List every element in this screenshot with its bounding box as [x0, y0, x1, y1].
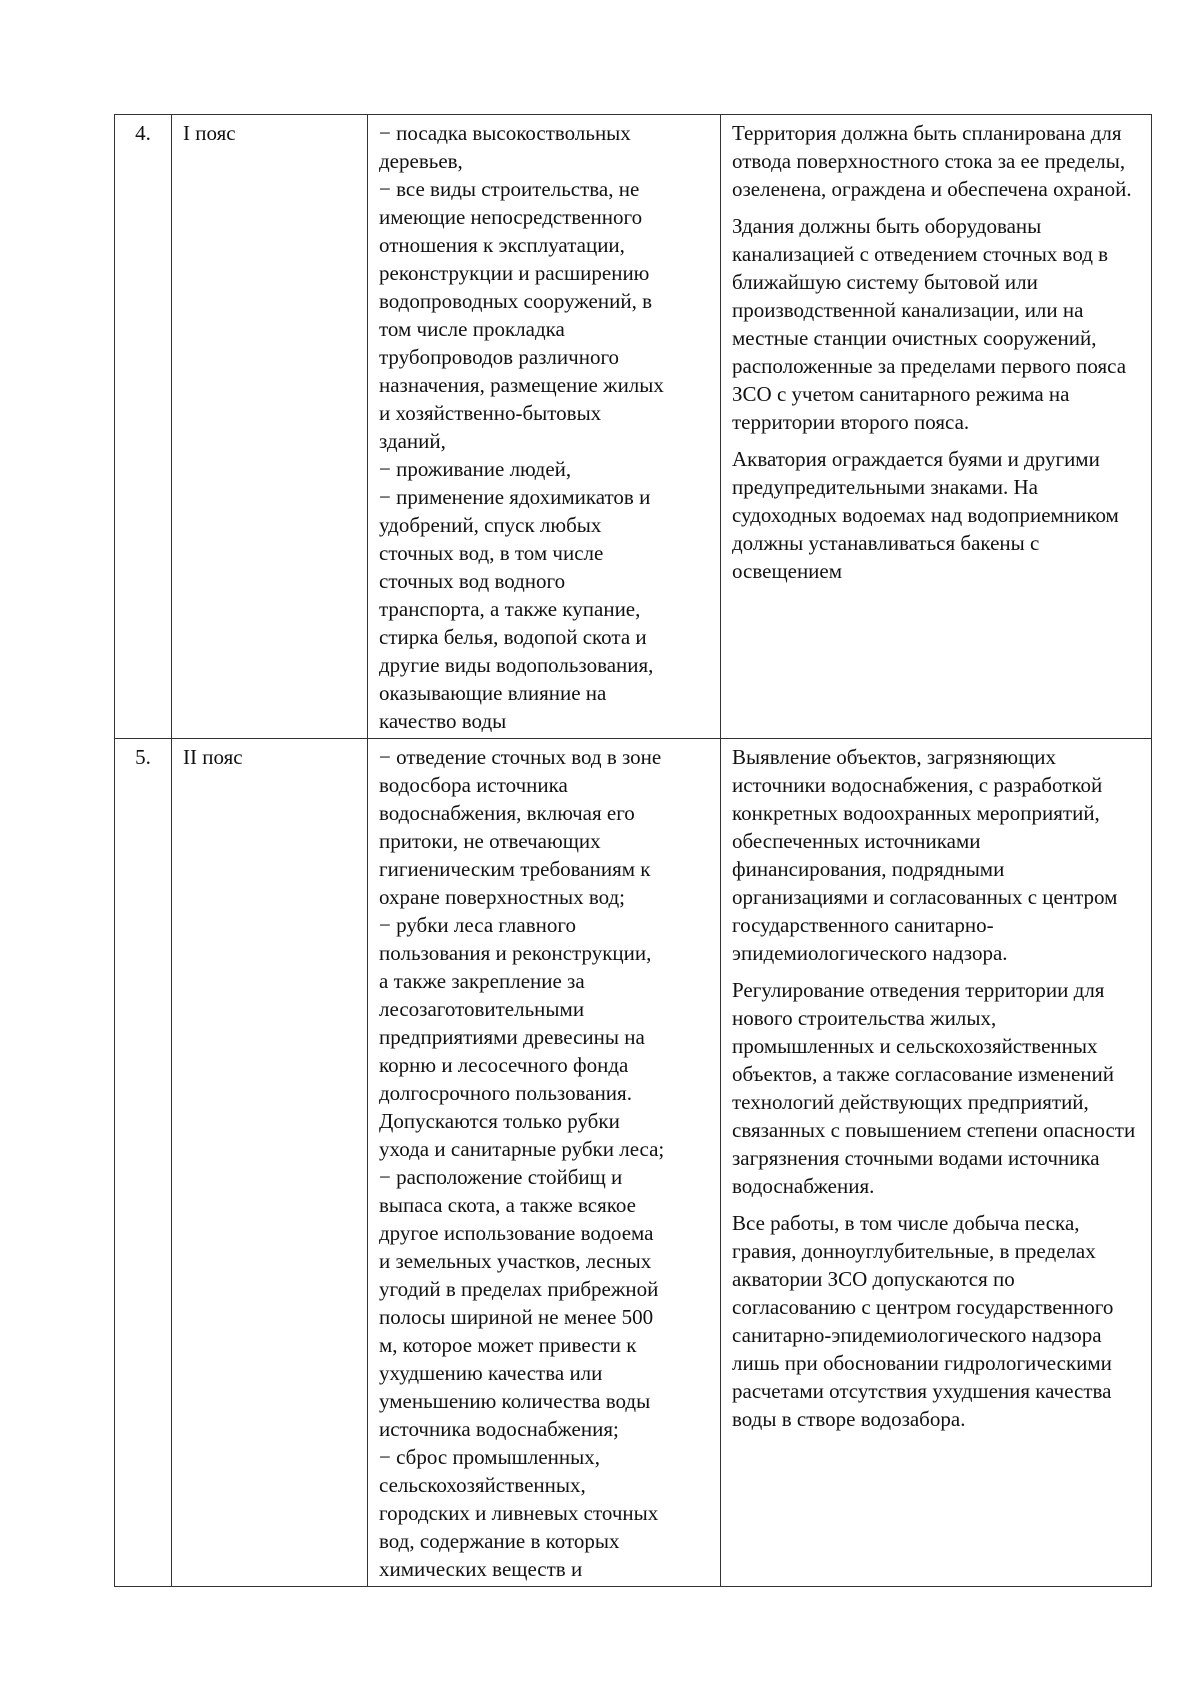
table-row: [115, 739, 1152, 1587]
restriction-line: − отведение сточных вод в зоне: [379, 745, 662, 769]
zone-cell: II пояс: [172, 739, 368, 1587]
restriction-line: деревьев,: [379, 149, 463, 173]
restriction-line: химических веществ и: [379, 1557, 583, 1581]
table-body: [115, 115, 1152, 1587]
zone-cell: I пояс: [172, 115, 368, 739]
restriction-line: полосы шириной не менее 500: [379, 1305, 654, 1329]
restrictions-cell: [368, 739, 721, 1587]
restriction-line: стирка белья, водопой скота и: [379, 625, 647, 649]
restriction-line: долгосрочного пользования.: [379, 1081, 632, 1105]
restriction-line: вод, содержание в которых: [379, 1529, 620, 1553]
restriction-line: − сброс промышленных,: [379, 1445, 600, 1469]
restriction-line: уменьшению количества воды: [379, 1389, 651, 1413]
restriction-line: сельскохозяйственных,: [379, 1473, 586, 1497]
measure-paragraph: Регулирование отведения территории для нового строительства жилых, промышленных и сельскохозяйственных объектов, а также согласование изменений технологий действующих предприятий, связанных с повышением степени опасности загрязнения сточными водами источника водоснабжения.: [732, 978, 1136, 1198]
restriction-line: трубопроводов различного: [379, 345, 620, 369]
restriction-line: городских и ливневых сточных: [379, 1501, 659, 1525]
measure-paragraph: Здания должны быть оборудованы канализацией с отведением сточных вод в ближайшую систему бытовой или производственной канализации, или на местные станции очистных сооружений, расположенные за пределами первого пояса ЗСО с учетом санитарного режима на территории второго пояса.: [732, 214, 1127, 434]
restriction-line: том числе прокладка: [379, 317, 565, 341]
restriction-line: − все виды строительства, не: [379, 177, 640, 201]
restriction-line: назначения, размещение жилых: [379, 373, 664, 397]
restriction-line: − проживание людей,: [379, 457, 572, 481]
restriction-line: притоки, не отвечающих: [379, 829, 601, 853]
restriction-line: ухода и санитарные рубки леса;: [379, 1137, 665, 1161]
restriction-line: сточных вод, в том числе: [379, 541, 604, 565]
restriction-line: водосбора источника: [379, 773, 568, 797]
restriction-line: − посадка высокоствольных: [379, 121, 631, 145]
restriction-line: выпаса скота, а также всякое: [379, 1193, 636, 1217]
measure-paragraph: Все работы, в том числе добыча песка, гравия, донноуглубительные, в пределах акватории ЗСО допускаются по согласованию с центром государственного санитарно-эпидемиологического надзора лишь при обосновании гидрологическими расчетами отсутствия ухудшения качества воды в створе водозабора.: [732, 1211, 1114, 1431]
measure-paragraph: Выявление объектов, загрязняющих источники водоснабжения, с разработкой конкретных водоохранных мероприятий, обеспеченных источниками финансирования, подрядными организациями и согласованных с центром государственного санитарно-эпидемиологического надзора.: [732, 745, 1118, 965]
restriction-line: транспорта, а также купание,: [379, 597, 641, 621]
restriction-line: источника водоснабжения;: [379, 1417, 619, 1441]
measure-paragraph: Территория должна быть спланирована для отвода поверхностного стока за ее пределы, озеленена, ограждена и обеспечена охраной.: [732, 121, 1132, 201]
restriction-line: имеющие непосредственного: [379, 205, 643, 229]
restriction-line: удобрений, спуск любых: [379, 513, 602, 537]
restriction-line: водопроводных сооружений, в: [379, 289, 652, 313]
restriction-line: охране поверхностных вод;: [379, 885, 626, 909]
restriction-line: лесозаготовительными: [379, 997, 585, 1021]
restriction-line: угодий в пределах прибрежной: [379, 1277, 659, 1301]
restriction-line: другие виды водопользования,: [379, 653, 654, 677]
table-row: [115, 115, 1152, 739]
restriction-line: сточных вод водного: [379, 569, 566, 593]
restriction-line: а также закрепление за: [379, 969, 585, 993]
restriction-line: оказывающие влияние на: [379, 681, 607, 705]
restriction-line: реконструкции и расширению: [379, 261, 650, 285]
measures-cell: [721, 739, 1152, 1587]
restriction-line: − рубки леса главного: [379, 913, 576, 937]
restriction-line: − расположение стойбищ и: [379, 1165, 623, 1189]
restriction-line: качество воды: [379, 709, 507, 733]
restriction-line: и земельных участков, лесных: [379, 1249, 652, 1273]
restriction-line: гигиеническим требованиям к: [379, 857, 651, 881]
restriction-line: − применение ядохимикатов и: [379, 485, 651, 509]
restriction-line: другое использование водоема: [379, 1221, 654, 1245]
restrictions-cell: [368, 115, 721, 739]
restriction-line: отношения к эксплуатации,: [379, 233, 625, 257]
restriction-line: ухудшению качества или: [379, 1361, 603, 1385]
measure-paragraph: Акватория ограждается буями и другими предупредительными знаками. На судоходных водоемах над водоприемником должны устанавливаться бакены с освещением: [732, 447, 1119, 583]
restriction-line: и хозяйственно-бытовых: [379, 401, 602, 425]
restriction-line: предприятиями древесины на: [379, 1025, 645, 1049]
restriction-line: водоснабжения, включая его: [379, 801, 635, 825]
row-number-cell: 5.: [115, 739, 172, 1587]
row-number-cell: 4.: [115, 115, 172, 739]
restriction-line: пользования и реконструкции,: [379, 941, 652, 965]
measures-cell: [721, 115, 1152, 739]
sanitary-zone-table: [114, 114, 1152, 1587]
restriction-line: корню и лесосечного фонда: [379, 1053, 629, 1077]
restriction-line: зданий,: [379, 429, 446, 453]
restriction-line: м, которое может привести к: [379, 1333, 637, 1357]
restriction-line: Допускаются только рубки: [379, 1109, 620, 1133]
